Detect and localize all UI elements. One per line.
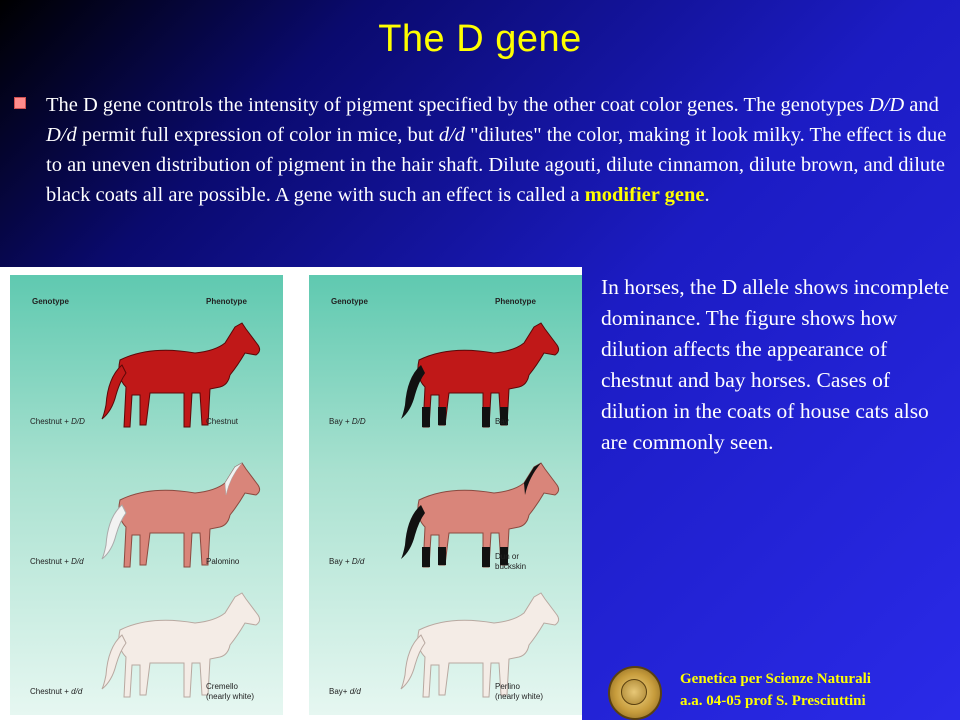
bullet-text-1: The D gene controls the intensity of pigment specified by the other coat color genes. The genotypes — [46, 94, 869, 116]
phenotype-header: Phenotype — [206, 297, 247, 306]
university-seal-icon — [608, 666, 662, 720]
genotype-Dd: D/d — [46, 124, 77, 146]
bay-horse-icon — [379, 315, 569, 435]
bullet-text-3: permit full expression of color in mice, but — [76, 124, 439, 146]
phenotype-label-3: Perlino (nearly white) — [495, 682, 544, 701]
phenotype-header: Phenotype — [495, 297, 536, 306]
genotype-DD: D/D — [868, 94, 905, 116]
footer-credit — [680, 668, 955, 712]
genotype-label-3: Chestnut + d/d — [30, 687, 83, 696]
genotype-dd: d/d — [438, 124, 466, 146]
chestnut-horse-icon — [80, 315, 270, 435]
phenotype-label-2: Dun or buckskin — [495, 552, 527, 571]
genotype-label-1: Chestnut + D/D — [30, 417, 85, 426]
bay-panel — [309, 275, 582, 715]
bullet-paragraph — [46, 90, 958, 210]
phenotype-label-2: Palomino — [206, 557, 240, 566]
modifier-gene-term: modifier gene — [584, 184, 705, 206]
genotype-label-1: Bay + D/D — [329, 417, 366, 426]
genotype-label-3: Bay+ d/d — [329, 687, 361, 696]
footer-line-2: a.a. 04-05 prof S. Presciuttini — [680, 693, 866, 709]
phenotype-label-1: Chestnut — [206, 417, 239, 426]
dun-horse-icon — [379, 455, 569, 575]
genotype-label-2: Chestnut + D/d — [30, 557, 84, 566]
bullet-text-2: and — [904, 94, 939, 116]
horse-dilution-figure — [0, 267, 582, 720]
chestnut-panel — [10, 275, 283, 715]
footer-line-1: Genetica per Scienze Naturali — [680, 671, 871, 687]
slide-title: The D gene — [378, 18, 582, 60]
palomino-horse-icon — [80, 455, 270, 575]
genotype-header: Genotype — [32, 297, 69, 306]
genotype-header: Genotype — [331, 297, 368, 306]
bullet-text-4: "dilutes" the color, making it look milky. The effect is due to an uneven distribution of pigment in the hair shaft. Dilute agouti, dilute cinnamon, dilute brown, and dilute black coats all are possible. A gene with such an effect is called a — [46, 124, 947, 206]
bullet-text-5: . — [704, 184, 710, 206]
side-paragraph: In horses, the D allele shows incomplete dominance. The figure shows how dilution affects the appearance of chestnut and bay horses. Cases of dilution in the coats of house cats also are commonly seen. — [601, 275, 950, 454]
phenotype-label-3: Cremello (nearly white) — [206, 682, 255, 701]
bullet-square-icon — [14, 97, 26, 109]
phenotype-label-1: Bay — [495, 417, 509, 426]
genotype-label-2: Bay + D/d — [329, 557, 365, 566]
